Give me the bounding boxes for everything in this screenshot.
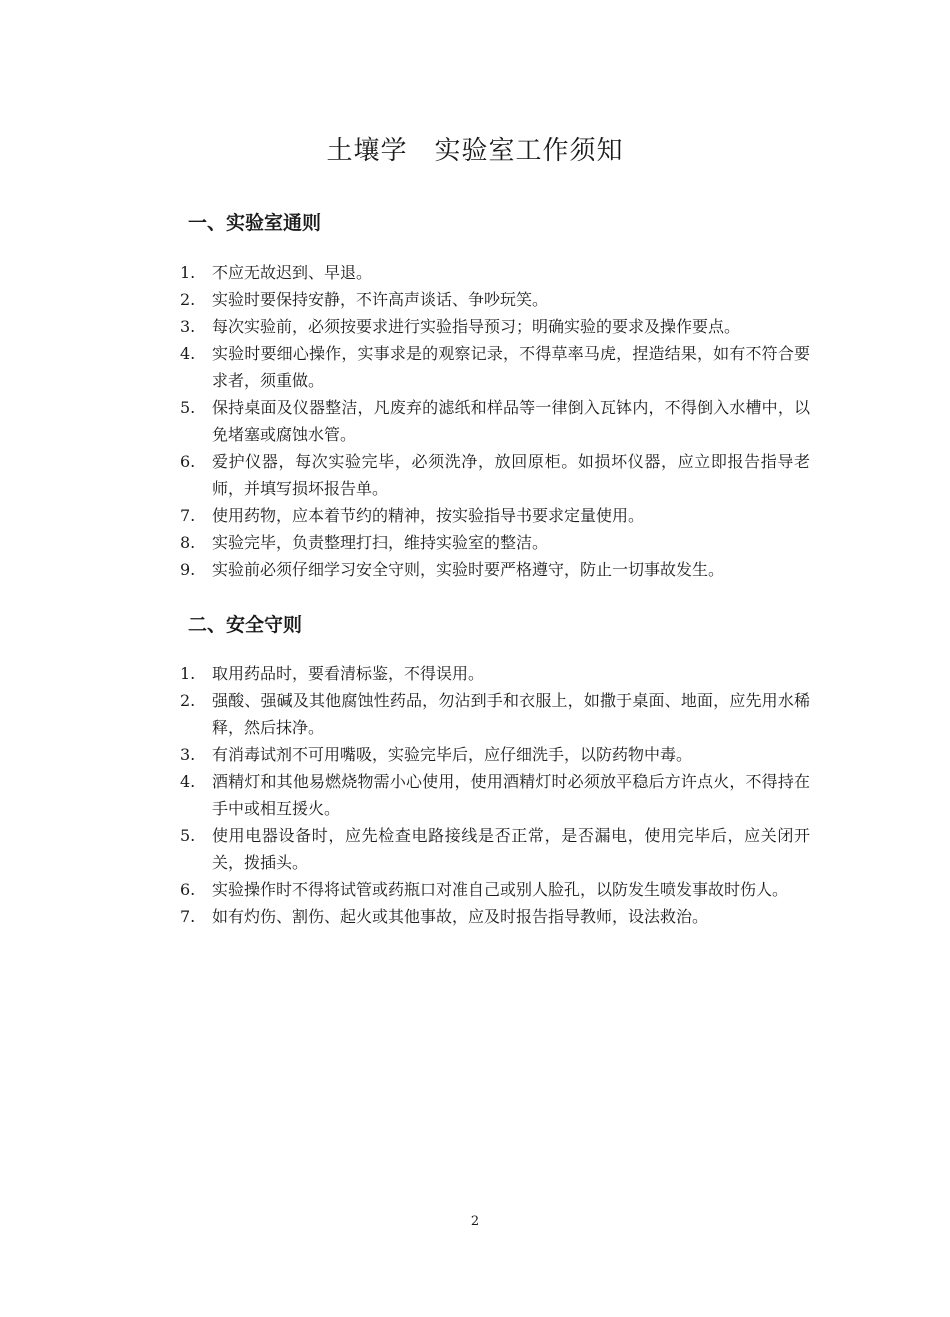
item-number: 3. — [180, 317, 196, 336]
item-text: 如有灼伤、割伤、起火或其他事故，应及时报告指导教师，设法救治。 — [212, 907, 709, 926]
item-text: 实验完毕，负责整理打扫，维持实验室的整洁。 — [212, 533, 549, 552]
list-item — [180, 394, 810, 448]
list-item — [180, 903, 810, 930]
general-rules-list — [180, 259, 810, 583]
item-number: 6. — [180, 880, 196, 899]
item-number: 9. — [180, 560, 196, 579]
item-number: 1. — [180, 664, 196, 683]
item-number: 2. — [180, 290, 196, 309]
item-text: 每次实验前，必须按要求进行实验指导预习；明确实验的要求及操作要点。 — [212, 317, 741, 336]
page-title: 土壤学 实验室工作须知 — [326, 136, 624, 166]
item-text: 爱护仪器，每次实验完毕，必须洗净，放回原柜。如损坏仪器，应立即报告指导老师，并填写损坏报告单。 — [212, 452, 810, 498]
item-text: 取用药品时，要看清标鉴，不得误用。 — [212, 664, 485, 683]
list-item — [180, 340, 810, 394]
item-number: 8. — [180, 533, 196, 552]
item-text: 强酸、强碱及其他腐蚀性药品，勿沾到手和衣服上，如撒于桌面、地面，应先用水稀释，然后抹净。 — [212, 691, 810, 737]
item-number: 7. — [180, 506, 196, 525]
list-item — [180, 259, 810, 286]
item-text: 不应无故迟到、早退。 — [212, 263, 373, 282]
list-item — [180, 822, 810, 876]
list-item — [180, 286, 810, 313]
list-item — [180, 556, 810, 583]
item-number: 6. — [180, 452, 196, 471]
item-number: 5. — [180, 826, 196, 845]
safety-rules-list — [180, 660, 810, 930]
list-item — [180, 687, 810, 741]
item-text: 实验时要细心操作，实事求是的观察记录，不得草率马虎，捏造结果，如有不符合要求者，须重做。 — [212, 344, 810, 390]
list-item — [180, 876, 810, 903]
list-item — [180, 313, 810, 340]
list-item — [180, 502, 810, 529]
item-number: 2. — [180, 691, 196, 710]
item-text: 使用药物，应本着节约的精神，按实验指导书要求定量使用。 — [212, 506, 645, 525]
list-item — [180, 741, 810, 768]
page-number: 2 — [470, 1214, 480, 1229]
list-item — [180, 448, 810, 502]
item-text: 实验操作时不得将试管或药瓶口对准自己或别人脸孔，以防发生喷发事故时伤人。 — [212, 880, 789, 899]
section-heading-general-rules: 一、实验室通则 — [188, 212, 322, 234]
item-number: 3. — [180, 745, 196, 764]
item-number: 5. — [180, 398, 196, 417]
item-number: 4. — [180, 772, 196, 791]
item-number: 7. — [180, 907, 196, 926]
item-text: 酒精灯和其他易燃烧物需小心使用，使用酒精灯时必须放平稳后方许点火，不得持在手中或相互援火。 — [212, 772, 810, 818]
item-text: 实验时要保持安静，不许高声谈话、争吵玩笑。 — [212, 290, 549, 309]
item-number: 4. — [180, 344, 196, 363]
item-text: 使用电器设备时，应先检查电路接线是否正常，是否漏电，使用完毕后，应关闭开关，拨插头。 — [212, 826, 810, 872]
item-text: 保持桌面及仪器整洁，凡废弃的滤纸和样品等一律倒入瓦钵内，不得倒入水槽中，以免堵塞或腐蚀水管。 — [212, 398, 810, 444]
list-item — [180, 529, 810, 556]
list-item — [180, 768, 810, 822]
list-item — [180, 660, 810, 687]
section-heading-safety-rules: 二、安全守则 — [188, 614, 303, 636]
item-number: 1. — [180, 263, 196, 282]
item-text: 实验前必须仔细学习安全守则，实验时要严格遵守，防止一切事故发生。 — [212, 560, 725, 579]
item-text: 有消毒试剂不可用嘴吸，实验完毕后，应仔细洗手，以防药物中毒。 — [212, 745, 693, 764]
